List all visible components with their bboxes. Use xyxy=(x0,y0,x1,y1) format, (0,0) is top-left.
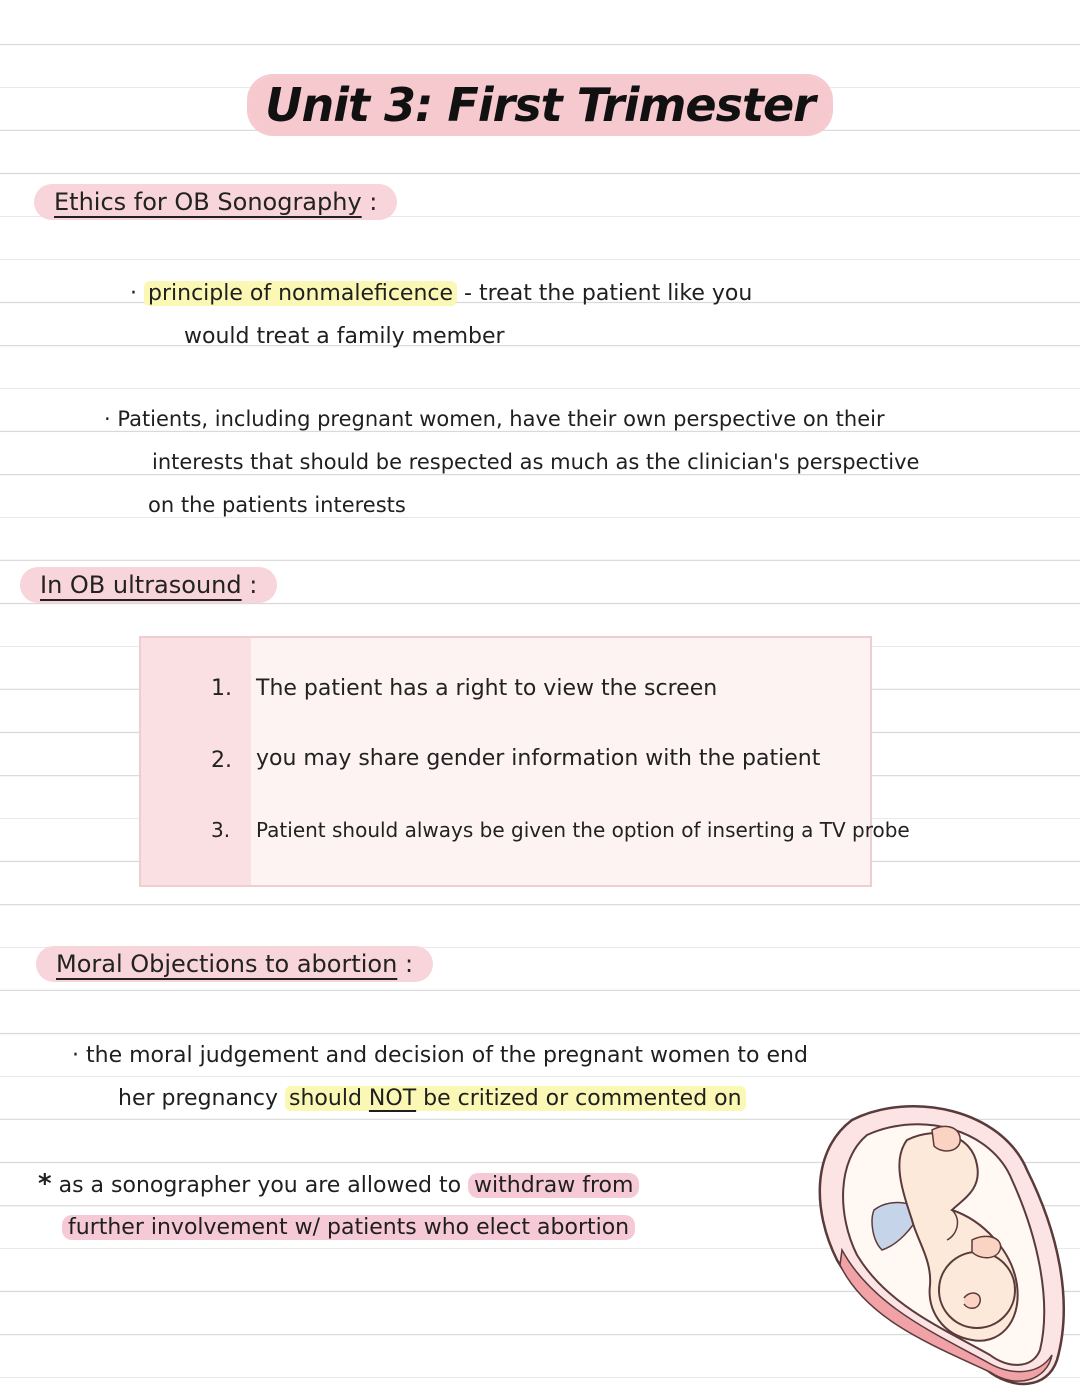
moral-heading: Moral Objections to abortion : xyxy=(36,946,433,982)
list-item-number: 3. xyxy=(211,818,231,842)
ethics-bullet-1-line-2: would treat a family member xyxy=(184,324,505,349)
ob-ultrasound-heading: In OB ultrasound : xyxy=(20,567,277,603)
sonographer-note-line-1: * as a sonographer you are allowed to withdraw from xyxy=(38,1163,639,1207)
should-not-highlight: should NOT be critized or commented on xyxy=(285,1086,746,1111)
page-title: Unit 3: First Trimester xyxy=(249,76,831,134)
list-item-number: 2. xyxy=(211,748,232,773)
list-item: you may share gender information with the patient xyxy=(256,746,821,771)
ethics-bullet-2-line-2: interests that should be respected as much as the clinician's perspective xyxy=(152,450,920,474)
ethics-heading: Ethics for OB Sonography : xyxy=(34,184,397,220)
further-involvement-highlight: further involvement w/ patients who elect abortion xyxy=(62,1215,635,1240)
fetus-in-uterus-icon xyxy=(812,1100,1074,1392)
ob-ultrasound-list-box xyxy=(139,636,910,887)
list-item-number: 1. xyxy=(211,676,232,701)
ethics-bullet-2-line-3: on the patients interests xyxy=(148,493,406,517)
ethics-heading-wrap xyxy=(34,188,397,216)
page-title-wrap xyxy=(0,78,1080,132)
box-left-strip xyxy=(141,638,251,885)
moral-bullet-line-1: · the moral judgement and decision of the pregnant women to end xyxy=(72,1043,808,1068)
withdraw-highlight: withdraw from xyxy=(468,1173,639,1198)
moral-bullet-line-2: her pregnancy should NOT be critized or commented on xyxy=(118,1077,746,1120)
list-item: Patient should always be given the option of inserting a TV probe xyxy=(256,818,910,842)
star-marker: * xyxy=(38,1169,52,1199)
moral-heading-wrap xyxy=(36,950,433,978)
list-item: The patient has a right to view the screen xyxy=(256,676,718,701)
fetus-illustration xyxy=(812,1100,1074,1392)
sonographer-note-line-2 xyxy=(62,1206,635,1249)
ethics-bullet-1-line-1: · principle of nonmaleficence - treat the patient like you xyxy=(130,281,753,306)
ethics-bullet-2-line-1: · Patients, including pregnant women, have their own perspective on their xyxy=(104,407,885,431)
ob-ultrasound-heading-wrap xyxy=(20,571,277,599)
nonmaleficence-highlight: principle of nonmaleficence xyxy=(144,281,457,306)
